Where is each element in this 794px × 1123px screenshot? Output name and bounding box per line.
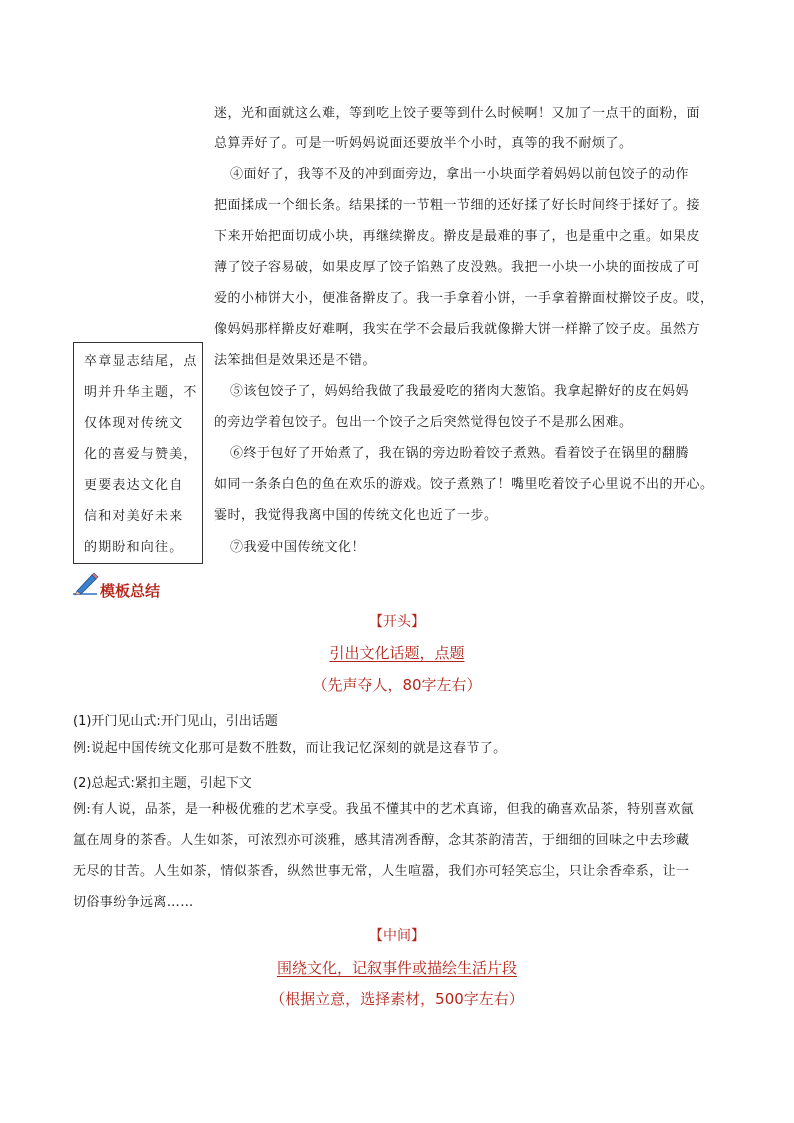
- essay-line: 像妈妈那样擀皮好难啊，我实在学不会最后我就像擀大饼一样擀了饺子皮。虽然方: [214, 322, 701, 337]
- essay-line: 的旁边学着包饺子。包出一个饺子之后突然觉得包饺子不是那么困难。: [214, 415, 633, 430]
- comment-line: 更要表达文化自: [84, 478, 184, 493]
- opening-item2-example-line: 切俗事纷争远离……: [73, 895, 194, 910]
- essay-line: 霎时，我觉得我离中国的传统文化也近了一步。: [214, 508, 498, 523]
- opening-item1-title: (1)开门见山式:开门见山，引出话题: [73, 714, 278, 729]
- essay-line: 总算弄好了。可是一听妈妈说面还要放半个小时，真等的我不耐烦了。: [214, 136, 633, 151]
- essay-line: ⑤该包饺子了，妈妈给我做了我最爱吃的猪肉大葱馅。我拿起擀好的皮在妈妈: [230, 384, 690, 399]
- essay-line: 爱的小柿饼大小，便准备擀皮了。我一手拿着小饼，一手拿着擀面杖擀饺子皮。哎，: [214, 291, 714, 306]
- opening-item2-example-line: 无尽的甘苦。人生如茶，情似茶香，纵然世事无常，人生喧嚣，我们亦可轻笑忘尘，只让余香牵系，让一: [73, 864, 690, 879]
- essay-line: 把面揉成一个细长条。结果揉的一节粗一节细的还好揉了好长时间终于揉好了。接: [214, 198, 701, 213]
- comment-line: 明并升华主题，不: [84, 385, 198, 400]
- essay-line: ④面好了，我等不及的冲到面旁边，拿出一小块面学着妈妈以前包饺子的动作: [230, 167, 690, 182]
- pencil-icon: [72, 572, 100, 598]
- essay-line: 如同一条条白色的鱼在欢乐的游戏。饺子煮熟了！嘴里吃着饺子心里说不出的开心。: [214, 477, 714, 492]
- essay-line: ⑦我爱中国传统文化！: [230, 540, 366, 555]
- comment-box: [73, 342, 203, 564]
- opening-item2-example-line: 氲在周身的茶香。人生如茶，可浓烈亦可淡雅，感其清冽香醇，念其茶韵清苦，于细细的回味之中去珍藏: [73, 833, 690, 848]
- comment-line: 卒章显志结尾，点: [84, 354, 198, 369]
- comment-line: 仅体现对传统文: [84, 416, 184, 431]
- essay-line: 下来开始把面切成小块，再继续擀皮。擀皮是最难的事了，也是重中之重。如果皮: [214, 229, 701, 244]
- middle-subtitle: 围绕文化，记叙事件或描绘生活片段: [276, 959, 517, 977]
- opening-item2-title: (2)总起式:紧扣主题，引起下文: [73, 776, 252, 791]
- essay-line: 薄了饺子容易破，如果皮厚了饺子馅熟了皮没熟。我把一小块一小块的面按成了可: [214, 260, 701, 275]
- middle-bracket-title: 【中间】: [369, 928, 425, 944]
- essay-line: ⑥终于包好了开始煮了，我在锅的旁边盼着饺子煮熟。看着饺子在锅里的翻腾: [230, 446, 690, 461]
- middle-note: （根据立意，选择素材，500字左右）: [270, 990, 524, 1008]
- summary-title: 模板总结: [100, 582, 161, 600]
- essay-line: 迷，光和面就这么难，等到吃上饺子要等到什么时候啊！又加了一点干的面粉，面: [214, 106, 701, 121]
- opening-bracket-title: 【开头】: [369, 614, 425, 630]
- opening-subtitle: 引出文化话题，点题: [329, 644, 465, 662]
- comment-line: 信和对美好未来: [84, 509, 184, 524]
- opening-note: （先声夺人，80字左右）: [312, 676, 482, 694]
- essay-line: 法笨拙但是效果还是不错。: [214, 353, 377, 368]
- opening-item2-example-line: 例:有人说，品茶，是一种极优雅的艺术享受。我虽不懂其中的艺术真谛，但我的确喜欢品茶，特别喜欢氤: [73, 802, 695, 817]
- comment-line: 化的喜爱与赞美，: [84, 447, 198, 462]
- comment-line: 的期盼和向往。: [84, 540, 184, 555]
- opening-item1-example: 例:说起中国传统文化那可是数不胜数，而让我记忆深刻的就是这春节了。: [73, 741, 507, 756]
